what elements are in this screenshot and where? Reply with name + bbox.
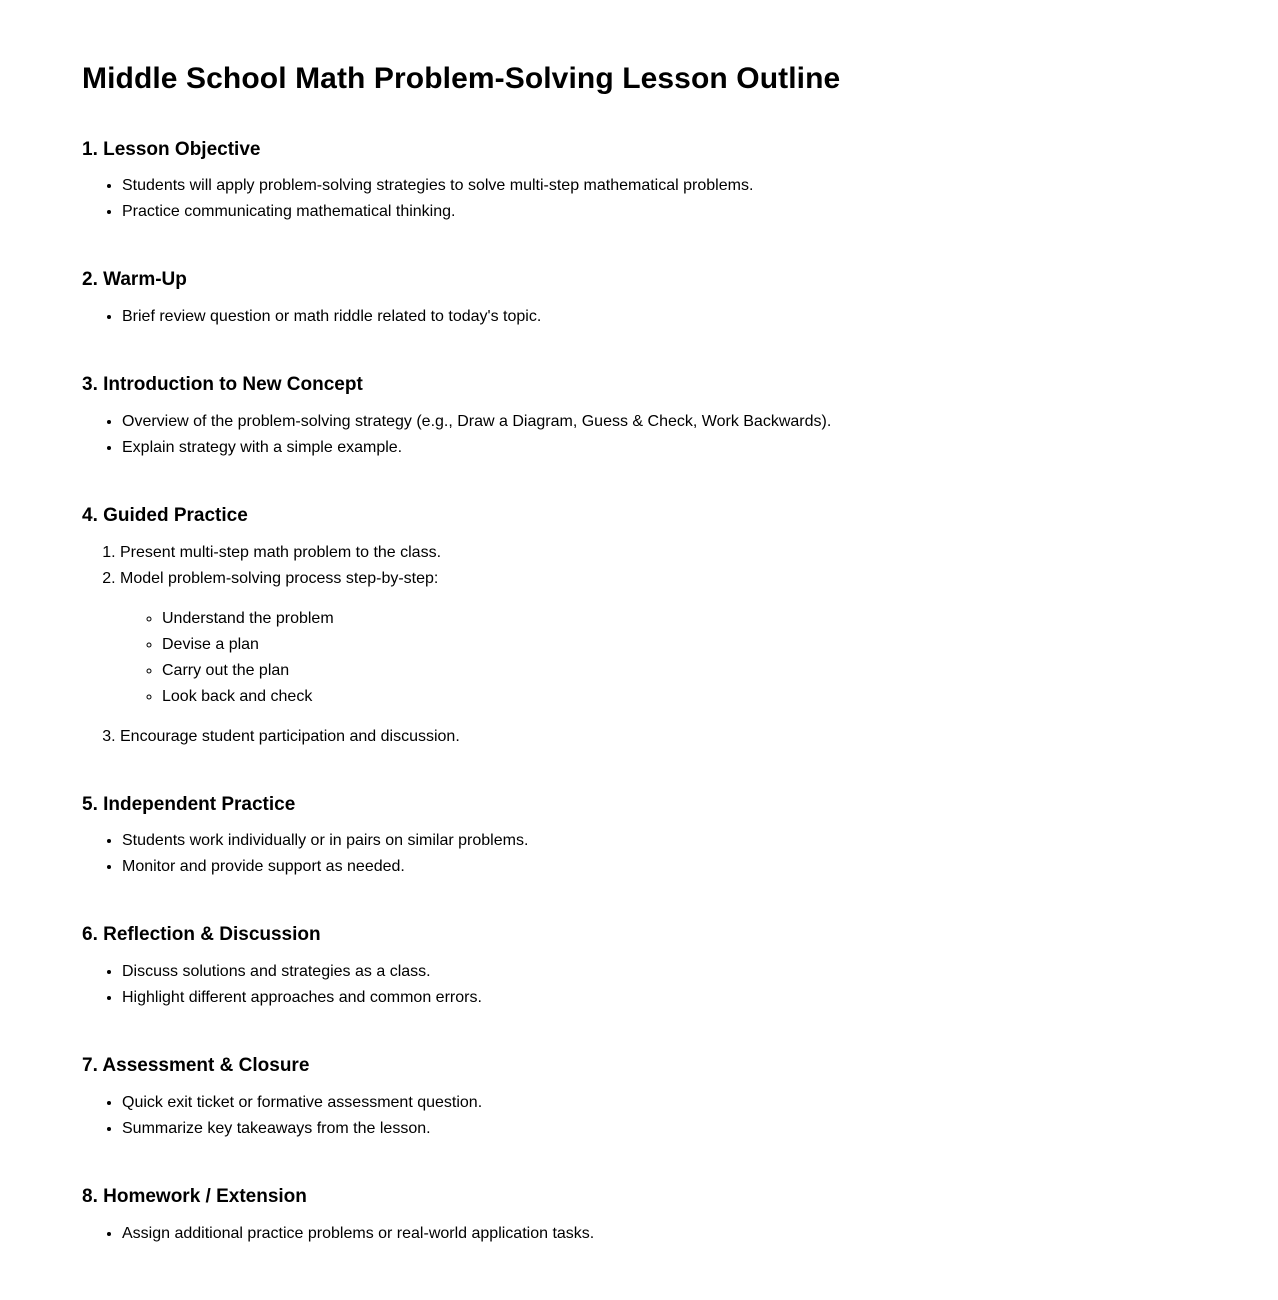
section-heading: 2. Warm-Up [82,269,187,291]
list-item: • Students will apply problem-solving strategies to solve multi-step mathematical problems. [122,173,1198,199]
list-item: • Highlight different approaches and common errors. [122,985,1198,1011]
list-item: • Summarize key takeaways from the lesson. [122,1116,1198,1142]
section-heading: 6. Reflection & Discussion [82,924,321,946]
sub-list-item: ◦ Devise a plan [162,632,1198,658]
list-item: • Discuss solutions and strategies as a class. [122,959,1198,985]
list-item: • Assign additional practice problems or real-world application tasks. [122,1221,1198,1247]
list-item: • Overview of the problem-solving strategy (e.g., Draw a Diagram, Guess & Check, Work Backwards). [122,409,1198,435]
list-item-label: Model problem-solving process step-by-step: [120,569,439,587]
bullet-list [82,409,1198,461]
bullet-list [82,828,1198,880]
sub-list-item: ◦ Understand the problem [162,606,1198,632]
list-item: • Brief review question or math riddle related to today's topic. [122,304,1198,330]
section-heading: 3. Introduction to New Concept [82,374,363,396]
list-item: 3. Encourage student participation and discussion. [120,724,1198,750]
list-item: • Students work individually or in pairs on similar problems. [122,828,1198,854]
section-heading: 5. Independent Practice [82,793,296,815]
sub-list-item: ◦ Look back and check [162,684,1198,710]
section-heading: 7. Assessment & Closure [82,1055,310,1077]
bullet-list [82,1090,1198,1142]
page-title: Middle School Math Problem-Solving Lesson Outline [82,62,841,95]
section-reflection-discussion [82,924,1198,1011]
list-item: • Quick exit ticket or formative assessment question. [122,1090,1198,1116]
sub-list-item: ◦ Carry out the plan [162,658,1198,684]
list-item: • Explain strategy with a simple example. [122,435,1198,461]
section-heading: 4. Guided Practice [82,504,248,526]
sub-bullet-list [120,606,1198,710]
section-lesson-objective [82,139,1198,226]
section-introduction-to-new-concept [82,374,1198,461]
section-heading: 8. Homework / Extension [82,1186,307,1208]
section-guided-practice [82,505,1198,750]
bullet-list [82,304,1198,330]
list-item: • Practice communicating mathematical thinking. [122,199,1198,225]
section-warm-up [82,269,1198,330]
list-item [120,566,1198,710]
numbered-list [82,540,1198,750]
bullet-list [82,1221,1198,1247]
section-homework-extension [82,1186,1198,1247]
list-item: • Monitor and provide support as needed. [122,854,1198,880]
list-item: 1. Present multi-step math problem to the class. [120,540,1198,566]
section-assessment-closure [82,1055,1198,1142]
section-heading: 1. Lesson Objective [82,138,261,160]
section-independent-practice [82,794,1198,881]
bullet-list [82,173,1198,225]
bullet-list [82,959,1198,1011]
